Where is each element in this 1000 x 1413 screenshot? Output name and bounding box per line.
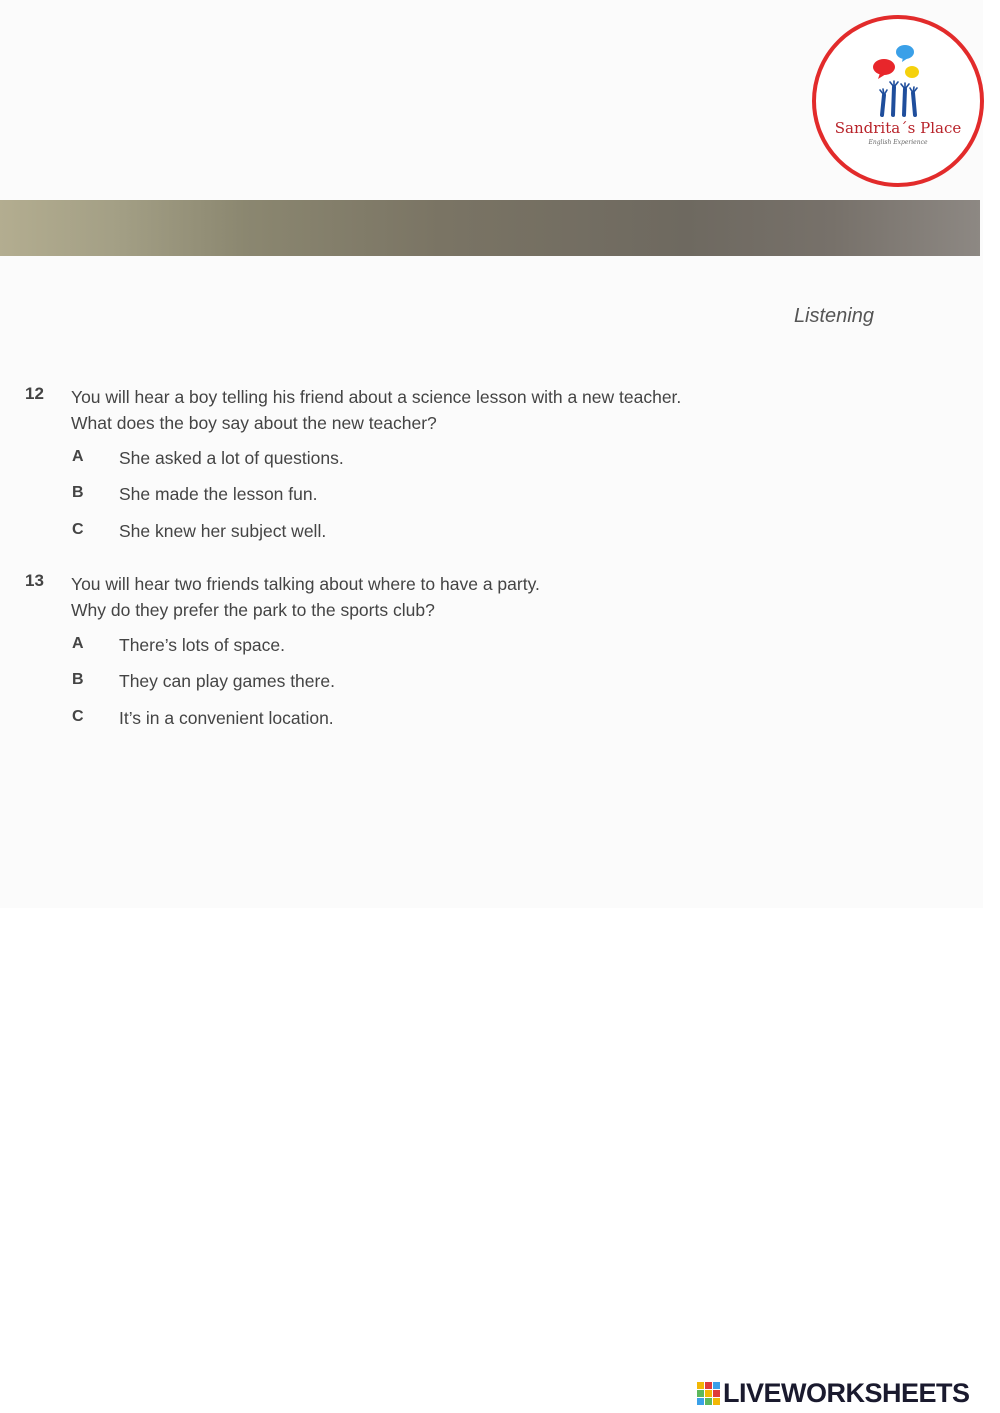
option-text: She knew her subject well. [119, 521, 327, 541]
hands-bubbles-icon [816, 19, 980, 183]
option-text: They can play games there. [119, 671, 335, 691]
question-prompt: Why do they prefer the park to the sports club? [71, 600, 435, 620]
option-b[interactable] [72, 671, 472, 695]
option-b[interactable] [72, 484, 472, 508]
option-text: She made the lesson fun. [119, 484, 318, 504]
option-a[interactable] [72, 448, 472, 472]
logo-tagline: English Experience [868, 139, 928, 146]
liveworksheets-brand: LIVEWORKSHEETS [723, 1378, 970, 1408]
option-letter: B [72, 484, 84, 501]
option-c[interactable] [72, 521, 472, 545]
logo-name: Sandrita´s Place [834, 119, 962, 137]
question-context: You will hear a boy telling his friend about a science lesson with a new teacher. [71, 387, 682, 407]
option-c[interactable] [72, 708, 472, 732]
option-letter: B [72, 671, 84, 688]
option-text: It’s in a convenient location. [119, 708, 334, 728]
option-letter: A [72, 635, 84, 652]
question-number: 13 [25, 571, 44, 590]
section-label: Listening [793, 305, 874, 327]
sandritas-place-logo [812, 15, 984, 187]
option-letter: C [72, 708, 84, 725]
header-banner [0, 200, 980, 256]
option-letter: C [72, 521, 84, 538]
question-prompt: What does the boy say about the new teacher? [71, 413, 437, 433]
liveworksheets-icon [697, 1382, 721, 1406]
option-text: She asked a lot of questions. [119, 448, 344, 468]
option-a[interactable] [72, 635, 472, 659]
question-context: You will hear two friends talking about where to have a party. [71, 574, 540, 594]
option-letter: A [72, 448, 84, 465]
liveworksheets-footer[interactable] [697, 1378, 997, 1408]
option-text: There’s lots of space. [119, 635, 286, 655]
question-number: 12 [25, 384, 44, 403]
